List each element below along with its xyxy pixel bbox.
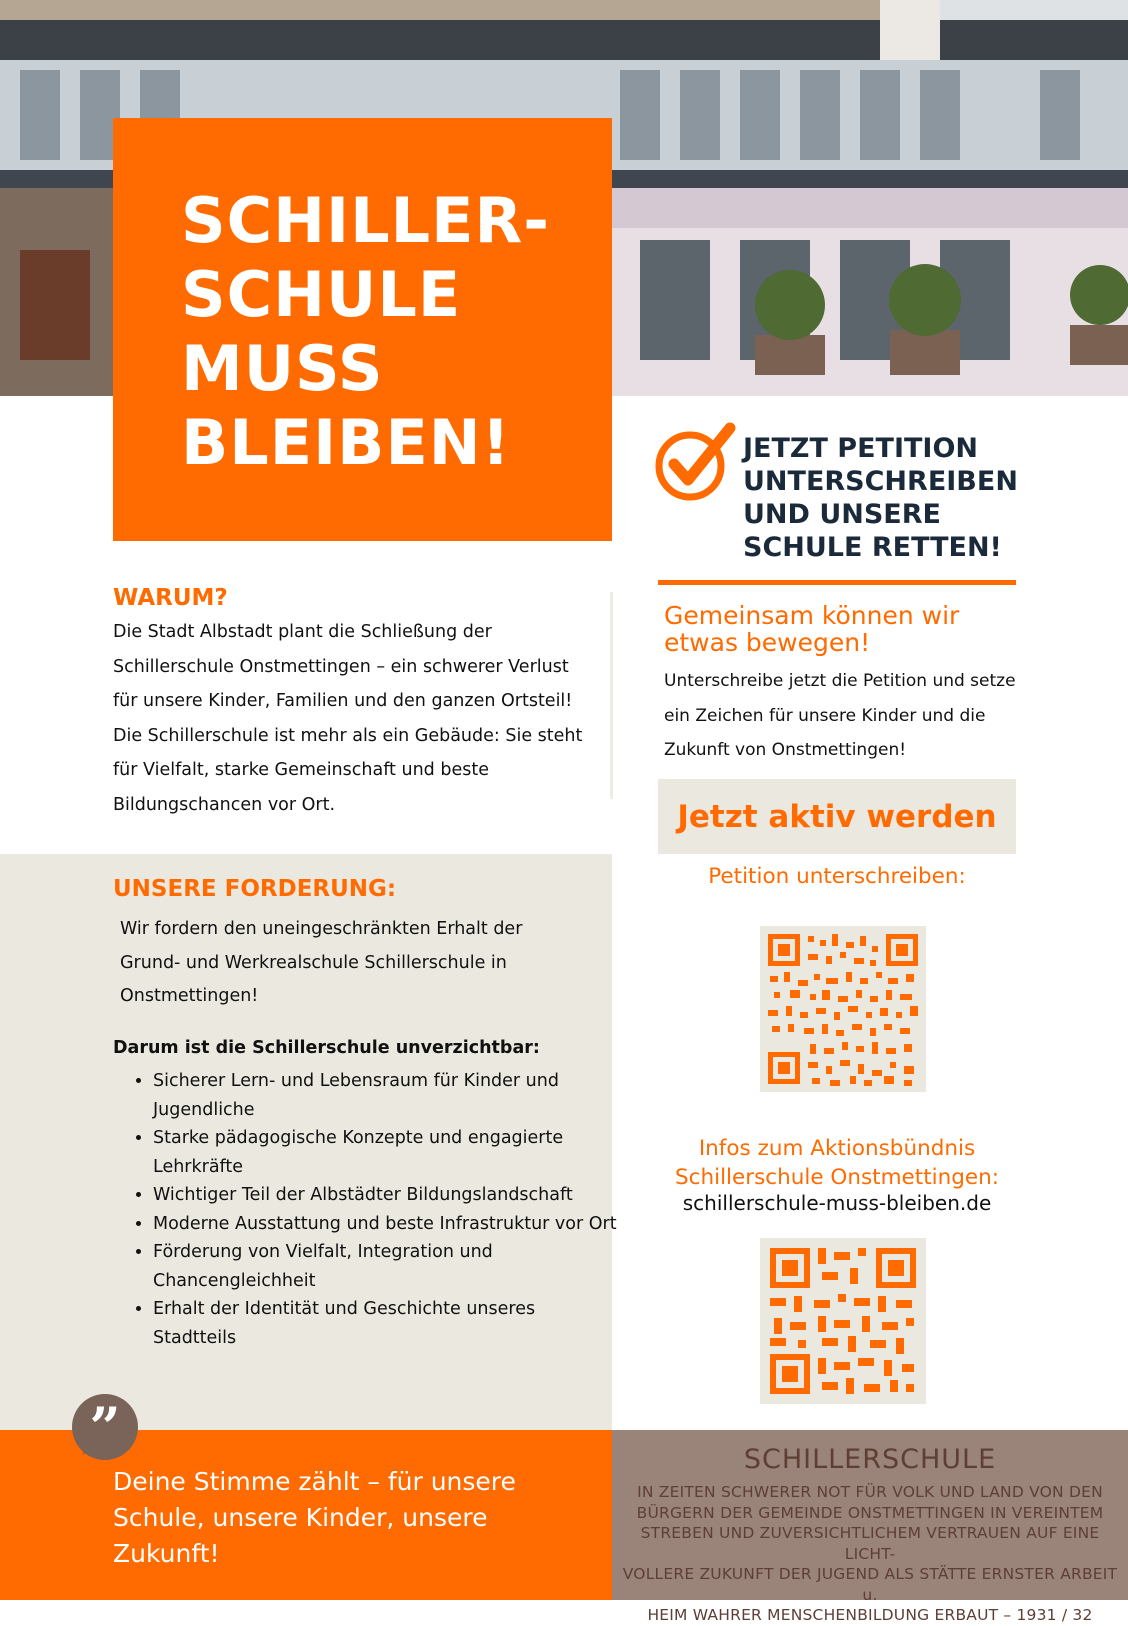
list-item: • Förderung von Vielfalt, Integration und Chancengleichheit [153, 1238, 623, 1295]
quote-icon [72, 1394, 138, 1460]
checkmark-icon [652, 422, 738, 506]
forderung-text: Wir fordern den uneingeschränkten Erhalt der Grund- und Werkrealschule Schillerschule in Onstmettingen! [120, 919, 523, 1006]
website-url[interactable]: schillerschule-muss-bleiben.de [682, 1191, 992, 1215]
svg-text:”: ” [89, 1395, 121, 1459]
warum-text: Die Stadt Albstadt plant die Schließung der Schillerschule Onstmettingen – ein schwerer Verlust für unsere Kinder, Familien und den ganzen Ortsteil! Die Schillerschule ist mehr als ein Gebäude: Sie steht für Vielfalt, starke Gemeinschaft und beste Bildungschancen vor Ort. [113, 622, 583, 815]
list-item: • Moderne Ausstattung und beste Infrastruktur vor Ort [153, 1210, 623, 1239]
title-box [113, 118, 612, 541]
list-heading: Darum ist die Schillerschule unverzichtbar: [113, 1038, 540, 1058]
info-label: Infos zum Aktionsbündnis Schillerschule Onstmettingen: [675, 1136, 999, 1190]
gemeinsam-text: Unterschreibe jetzt die Petition und setze ein Zeichen für unsere Kinder und die Zukunft von Onstmettingen! [664, 671, 1016, 760]
column-divider [610, 592, 613, 799]
orange-divider [658, 580, 1016, 585]
list-item: • Wichtiger Teil der Albstädter Bildungslandschaft [153, 1181, 623, 1210]
forderung-heading: UNSERE FORDERUNG: [113, 876, 397, 902]
website-qr-code[interactable] [760, 1238, 926, 1404]
list-item: • Starke pädagogische Konzepte und engagierte Lehrkräfte [153, 1124, 623, 1181]
list-item: • Sicherer Lern- und Lebensraum für Kinder und Jugendliche [153, 1067, 623, 1124]
inscription-title: SCHILLERSCHULE [743, 1444, 997, 1475]
jetzt-aktiv-button[interactable]: Jetzt aktiv werden [658, 779, 1016, 854]
warum-heading: WARUM? [113, 585, 228, 611]
inscription-stone [612, 1430, 1128, 1624]
petition-qr-code[interactable] [760, 926, 926, 1092]
reasons-list [113, 1067, 623, 1352]
page-title: SCHILLER- SCHULE MUSS BLEIBEN! [181, 184, 550, 479]
petition-label: Petition unterschreiben: [708, 864, 966, 889]
petition-title: JETZT PETITION UNTERSCHREIBEN UND UNSERE SCHULE RETTEN! [743, 433, 1018, 563]
gemeinsam-heading: Gemeinsam können wir etwas bewegen! [664, 601, 960, 657]
quote-text: Deine Stimme zählt – für unsere Schule, unsere Kinder, unsere Zukunft! [113, 1467, 516, 1568]
list-item: • Erhalt der Identität und Geschichte unseres Stadtteils [153, 1295, 623, 1352]
inscription-text: IN ZEITEN SCHWERER NOT FÜR VOLK UND LAND VON DEN BÜRGERN DER GEMEINDE ONSTMETTINGEN IN VEREINTEM STREBEN UND ZUVERSICHTLICHEM VERTRAUEN AUF EINE LICHT- VOLLERE ZUKUNFT DER JUGEND ALS STÄTTE ERNSTER ARBEIT u. HEIM WAHRER MENSCHENBILDUNG ERBAUT – 1931 / 32 [622, 1483, 1118, 1624]
